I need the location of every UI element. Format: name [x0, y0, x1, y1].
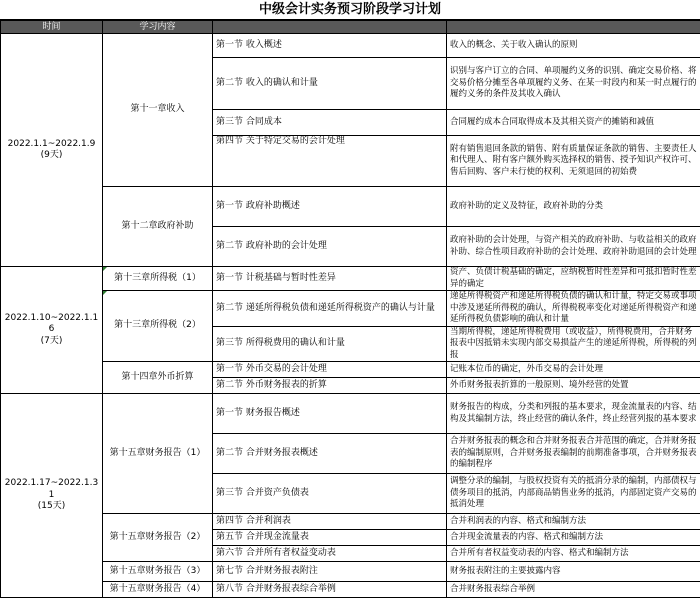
table-row: [1, 267, 700, 291]
section-cell: 第二节 外币财务报表的折算: [213, 378, 447, 394]
period-cell: [1, 394, 103, 598]
period-days: (7天): [40, 335, 63, 346]
content-cell: 财务报告的构成，分类和列报的基本要求，现金流量表的内容、结构及其编制方法，终止经营的确认条件，终止经营列报的基本要求: [447, 394, 700, 434]
chapter-cell: 第十三章所得税（1）: [103, 267, 213, 291]
study-plan-table: [0, 20, 700, 598]
content-cell: 财务报表附注的主要披露内容: [447, 562, 700, 582]
content-cell: 外币财务报表折算的一般原则、境外经营的处置: [447, 378, 700, 394]
section-cell: 第二节 政府补助的会计处理: [213, 227, 447, 267]
section-cell: 第二节 收入的确认和计量: [213, 58, 447, 110]
table-row: [1, 34, 700, 58]
content-cell: 政府补助的定义及特征，政府补助的分类: [447, 187, 700, 227]
header-time: 时间: [1, 21, 103, 34]
section-cell: 第五节 合并现金流量表: [213, 530, 447, 546]
section-cell: 第四节 关于特定交易的会计处理: [213, 136, 447, 187]
content-cell: 递延所得税资产和递延所得税负债的确认和计量，特定交易或事项中涉及递延所得税的确认，所得税税率变化对递延所得税资产和递延所得税负债影响的确认和计量: [447, 291, 700, 327]
period-cell: [1, 34, 103, 267]
table-row: [1, 291, 700, 327]
content-cell: 合并现金流量表的内容、格式和编制方法: [447, 530, 700, 546]
period-cell: [1, 267, 103, 394]
chapter-cell: 第十五章财务报告（1）: [103, 394, 213, 514]
header-row: [1, 21, 700, 34]
header-content: 学习内容: [103, 21, 213, 34]
chapter-cell: 第十五章财务报告（2）: [103, 514, 213, 562]
period-dates: 2022.1.10~2022.1.16: [4, 312, 99, 335]
content-cell: 当期所得税，递延所得税费用（或收益），所得税费用，合并财务报表中因抵销未实现内部交易损益产生的递延所得税，所得税的列报: [447, 326, 700, 362]
chapter-cell: 第十一章收入: [103, 34, 213, 187]
content-cell: 收入的概念、关于收入确认的原则: [447, 34, 700, 58]
header-blank-section: [213, 21, 447, 34]
section-cell: 第一节 财务报告概述: [213, 394, 447, 434]
table-row: [1, 562, 700, 582]
content-cell: 调整分录的编制，与股权投资有关的抵消分录的编制，内部债权与债务项目的抵消，内部商品销售业务的抵消，内部固定资产交易的抵消处理: [447, 474, 700, 514]
content-cell: 合并财务报表的概念和合并财务报表合并范围的确定，合并财务报表的编制原则，合并财务报表编制的前期准备事项，合并财务报表的编制程序: [447, 434, 700, 474]
section-cell: 第三节 合并资产负债表: [213, 474, 447, 514]
section-cell: 第二节 递延所得税负债和递延所得税资产的确认与计量: [213, 291, 447, 327]
content-cell: 附有销售退回条款的销售、附有质量保证条款的销售、主要责任人和代理人、附有客户额外购买选择权的销售、授予知识产权许可、售后回购、客户未行使的权利、无须退回的初始费: [447, 136, 700, 187]
section-cell: 第四节 合并利润表: [213, 514, 447, 530]
period-dates: 2022.1.1~2022.1.9: [7, 138, 96, 149]
section-cell: 第二节 合并财务报表概述: [213, 434, 447, 474]
table-row: [1, 514, 700, 530]
section-cell: 第一节 外币交易的会计处理: [213, 362, 447, 378]
section-cell: 第一节 计税基础与暂时性差异: [213, 267, 447, 291]
content-cell: 政府补助的会计处理，与资产相关的政府补助、与收益相关的政府补助、综合性项目政府补助的会计处理、政府补助退回的会计处理: [447, 227, 700, 267]
content-cell: 合并财务报表综合举例: [447, 582, 700, 598]
content-cell: 资产、负债计税基础的确定，应纳税暂时性差异和可抵扣暂时性差异的确定: [447, 267, 700, 291]
section-cell: 第三节 所得税费用的确认和计量: [213, 326, 447, 362]
chapter-cell: 第十五章财务报告（3）: [103, 562, 213, 582]
chapter-cell: 第十三章所得税（2）: [103, 291, 213, 362]
chapter-cell: 第十四章外币折算: [103, 362, 213, 394]
content-cell: 合并利润表的内容、格式和编制方法: [447, 514, 700, 530]
section-cell: 第六节 合并所有者权益变动表: [213, 546, 447, 562]
chapter-cell: 第十五章财务报告（4）: [103, 582, 213, 598]
table-row: [1, 394, 700, 434]
content-cell: 合并所有者权益变动表的内容、格式和编制方法: [447, 546, 700, 562]
section-cell: 第一节 政府补助概述: [213, 187, 447, 227]
header-blank-detail: [447, 21, 700, 34]
period-days: (9天): [40, 150, 63, 160]
section-cell: 第八节 合并财务报表综合举例: [213, 582, 447, 598]
period-days: (15天): [37, 501, 66, 512]
table-row: [1, 362, 700, 378]
section-cell: 第三节 合同成本: [213, 110, 447, 136]
content-cell: 记账本位币的确定，外币交易的会计处理: [447, 362, 700, 378]
content-cell: 合同履约成本合同取得成本及其相关资产的摊销和减值: [447, 110, 700, 136]
table-row: [1, 582, 700, 598]
section-cell: 第七节 合并财务报表附注: [213, 562, 447, 582]
chapter-cell: 第十二章政府补助: [103, 187, 213, 267]
page-title: 中级会计实务预习阶段学习计划: [0, 0, 700, 20]
table-row: [1, 187, 700, 227]
period-dates: 2022.1.17~2022.1.31: [4, 478, 99, 500]
content-cell: 识别与客户订立的合同、单项履约义务的识别、确定交易价格、将交易价格分摊至各单项履约义务、在某一时段内和某一时点履行的履约义务的条件及其收入确认: [447, 58, 700, 110]
section-cell: 第一节 收入概述: [213, 34, 447, 58]
